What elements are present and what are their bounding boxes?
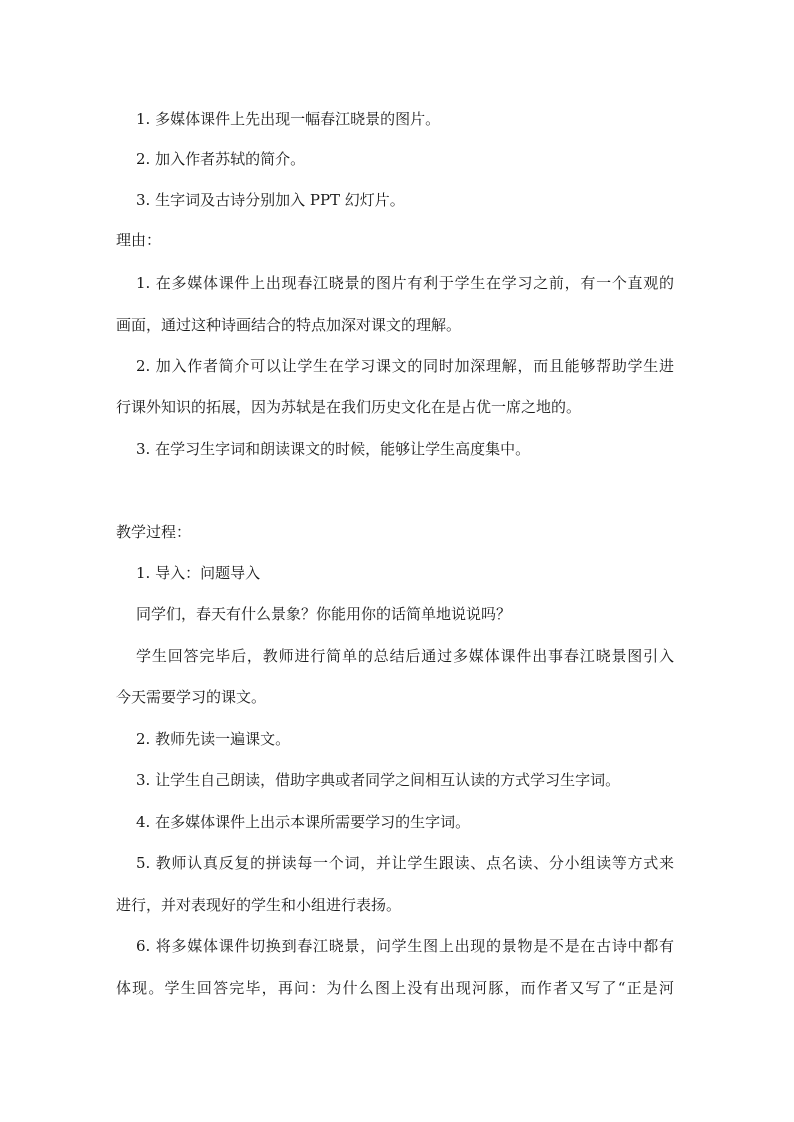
- process-step-5-line-1: 5. 教师认真反复的拼读每一个词，并让学生跟读、点名读、分小组读等方式来: [136, 854, 674, 872]
- process-step-1-answer-line-2: 今天需要学习的课文。: [116, 688, 267, 706]
- reason-heading: 理由：: [116, 231, 162, 249]
- process-step-4: 4. 在多媒体课件上出示本课所需要学习的生字词。: [136, 813, 471, 831]
- process-step-2: 2. 教师先读一遍课文。: [136, 730, 291, 748]
- material-item-2: 2. 加入作者苏轼的简介。: [136, 150, 306, 168]
- process-step-1: 1. 导入：问题导入: [136, 564, 261, 582]
- process-step-3: 3. 让学生自己朗读，借助字典或者同学之间相互认读的方式学习生字词。: [136, 771, 621, 789]
- reason-2-line-2: 行课外知识的拓展，因为苏轼是在我们历史文化在是占优一席之地的。: [116, 398, 582, 416]
- process-step-6-line-2: 体现。学生回答完毕，再问：为什么图上没有出现河豚，而作者又写了“正是河: [116, 979, 674, 997]
- reason-3: 3. 在学习生字词和朗读课文的时候，能够让学生高度集中。: [136, 440, 531, 458]
- material-item-3: 3. 生字词及古诗分别加入 PPT 幻灯片。: [136, 191, 405, 209]
- process-step-5-line-2: 进行，并对表现好的学生和小组进行表扬。: [116, 896, 402, 914]
- process-step-1-question: 同学们，春天有什么景象？你能用你的话简单地说说吗？: [136, 605, 512, 623]
- material-item-1: 1. 多媒体课件上先出现一幅春江晓景的图片。: [136, 110, 441, 128]
- process-step-1-answer-line-1: 学生回答完毕后，教师进行简单的总结后通过多媒体课件出事春江晓景图引入: [136, 647, 674, 665]
- reason-1-line-2: 画面，通过这种诗画结合的特点加深对课文的理解。: [116, 316, 462, 334]
- reason-1-line-1: 1. 在多媒体课件上出现春江晓景的图片有利于学生在学习之前，有一个直观的: [136, 274, 674, 292]
- process-heading: 教学过程：: [116, 523, 192, 541]
- process-step-6-line-1: 6. 将多媒体课件切换到春江晓景，问学生图上出现的景物是不是在古诗中都有: [136, 937, 674, 955]
- reason-2-line-1: 2. 加入作者简介可以让学生在学习课文的同时加深理解，而且能够帮助学生进: [136, 357, 674, 375]
